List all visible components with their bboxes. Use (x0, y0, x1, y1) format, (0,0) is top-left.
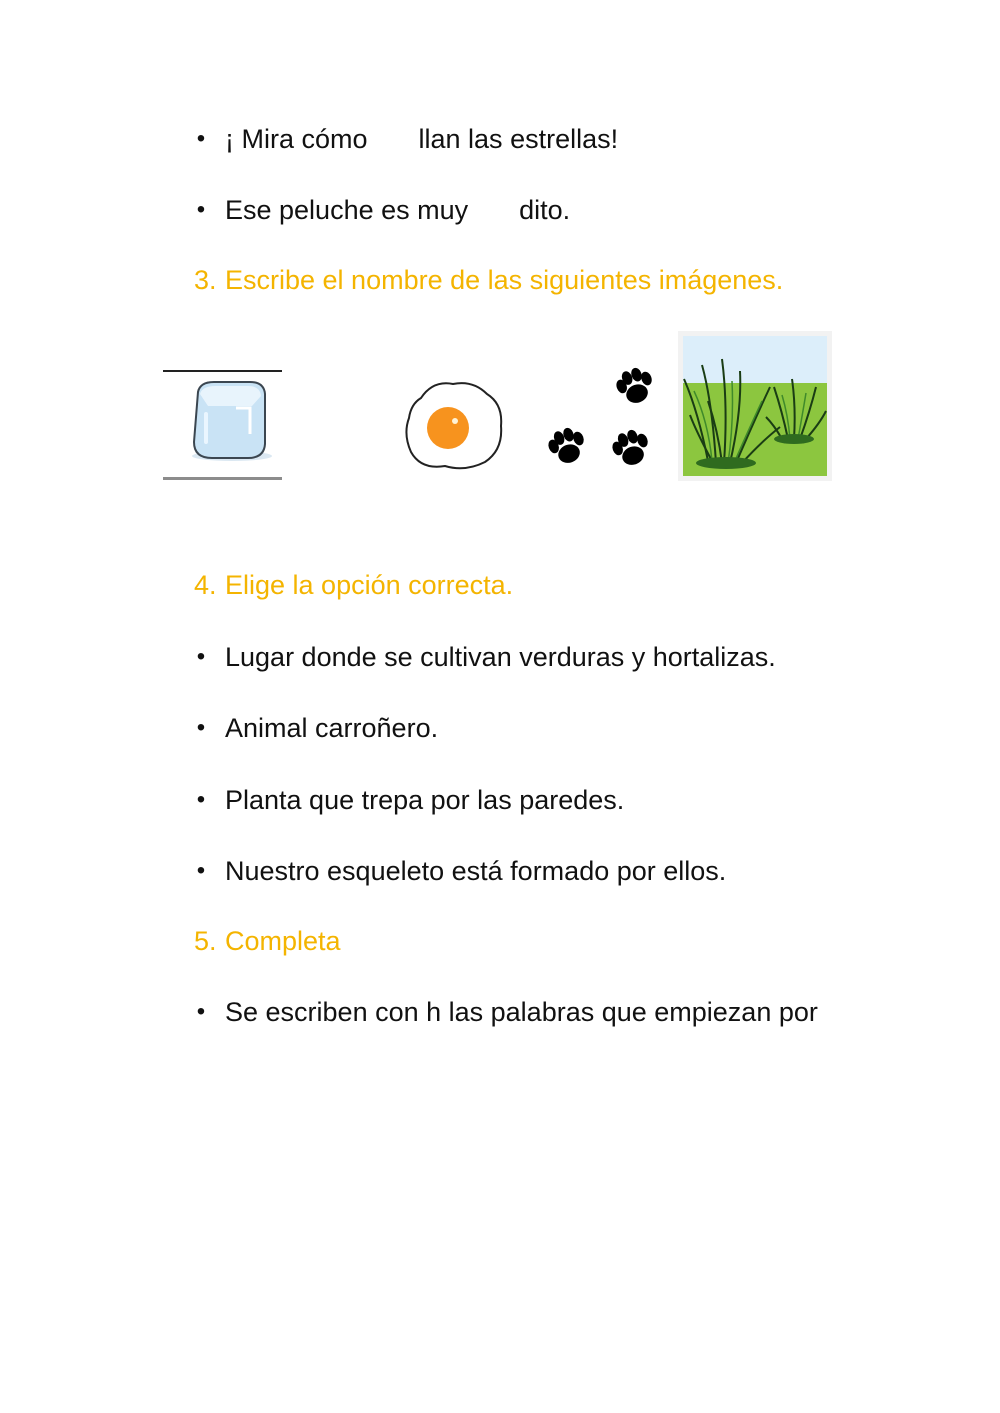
list-item-text: Animal carroñero. (225, 713, 439, 743)
section-5-title: Completa (225, 926, 341, 956)
paw-prints-icon (543, 364, 665, 474)
sentence-2-part1: Ese peluche es muy (225, 195, 469, 225)
list-item-text: Lugar donde se cultivan verduras y hortalizas. (225, 642, 776, 672)
grass-icon (678, 331, 832, 481)
sentence-1-part2: llan las estrellas! (418, 124, 619, 154)
ice-cube-icon (186, 378, 278, 464)
section-4-number: 4. (194, 570, 217, 600)
grass-image (678, 331, 832, 481)
sentence-1-part1: ¡ Mira cómo (225, 124, 368, 154)
bullet-icon: • (196, 714, 206, 741)
list-item-text: Nuestro esqueleto está formado por ellos. (225, 856, 727, 886)
bullet-icon: • (196, 786, 206, 813)
section-4-title: Elige la opción correcta. (225, 570, 514, 600)
answer-line-bottom (163, 477, 282, 480)
section-5-number: 5. (194, 926, 217, 956)
answer-line-top (163, 370, 282, 372)
sentence-2-part2: dito. (519, 195, 571, 225)
fried-egg-image (403, 378, 505, 472)
list-item-text: Planta que trepa por las paredes. (225, 785, 625, 815)
bullet-icon: • (196, 125, 206, 152)
fried-egg-icon (403, 378, 505, 472)
bullet-icon: • (196, 196, 206, 223)
list-item-text: Se escriben con h las palabras que empiezan por (225, 997, 818, 1027)
section-3-number: 3. (194, 265, 217, 295)
section-3-title: Escribe el nombre de las siguientes imágenes. (225, 265, 784, 295)
paw-prints-image (543, 364, 665, 474)
bullet-icon: • (196, 857, 206, 884)
ice-cube-image (186, 378, 278, 464)
bullet-icon: • (196, 998, 206, 1025)
bullet-icon: • (196, 643, 206, 670)
